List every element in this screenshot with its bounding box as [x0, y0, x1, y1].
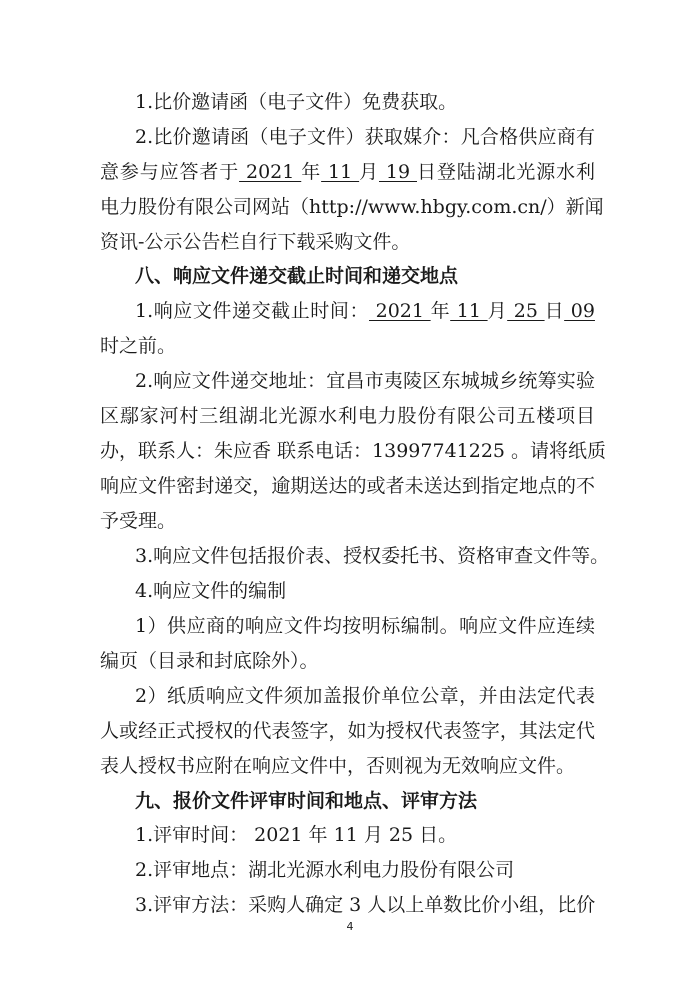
paragraph-line: 办，联系人：朱应香 联系电话：13997741225 。请将纸质 — [100, 440, 607, 462]
paragraph-line: 4.响应文件的编制 — [135, 580, 287, 602]
filled-year: 2021 — [369, 300, 431, 322]
paragraph-line — [135, 299, 595, 323]
filled-month: 11 — [450, 300, 488, 322]
section-heading-8: 八、响应文件递交截止时间和递交地点 — [135, 265, 459, 287]
paragraph-line: 1.评审时间： 2021 年 11 月 25 日。 — [135, 824, 458, 846]
text-fragment: 月 — [359, 161, 379, 183]
text-fragment: 日 — [544, 300, 565, 322]
text-fragment: 年 — [301, 161, 322, 183]
paragraph-line: 时之前。 — [100, 335, 177, 357]
paragraph-line: 2.响应文件递交地址：宜昌市夷陵区东城城乡统筹实验 — [135, 370, 595, 392]
paragraph-line: 表人授权书应附在响应文件中，否则视为无效响应文件。 — [100, 755, 576, 777]
filled-day: 25 — [507, 300, 545, 322]
paragraph-line: 区鄢家河村三组湖北光源水利电力股份有限公司五楼项目 — [100, 405, 595, 427]
section-heading-9: 九、报价文件评审时间和地点、评审方法 — [135, 790, 478, 812]
filled-year: 2021 — [239, 161, 302, 183]
paragraph-line: 予受理。 — [100, 510, 177, 532]
paragraph-line: 人或经正式授权的代表签字，如为授权代表签字，其法定代 — [100, 720, 595, 742]
filled-month: 11 — [321, 161, 360, 183]
paragraph-line: 2.评审地点：湖北光源水利电力股份有限公司 — [135, 859, 515, 881]
text-fragment: 年 — [430, 300, 451, 322]
paragraph-line: 1）供应商的响应文件均按明标编制。响应文件应连续 — [135, 615, 595, 637]
paragraph-line: 3.响应文件包括报价表、授权委托书、资格审查文件等。 — [135, 545, 610, 567]
filled-hour: 09 — [564, 300, 595, 322]
paragraph-line: 3.评审方法：采购人确定 3 人以上单数比价小组，比价 — [135, 894, 596, 916]
paragraph-line: 2）纸质响应文件须加盖报价单位公章，并由法定代表 — [135, 685, 595, 707]
text-fragment: 月 — [487, 300, 508, 322]
paragraph-line: 响应文件密封递交，逾期送达的或者未送达到指定地点的不 — [100, 475, 595, 497]
filled-day: 19 — [379, 161, 417, 183]
text-fragment: 1.响应文件递交截止时间： — [135, 300, 370, 322]
paragraph-line: 1.比价邀请函（电子文件）免费获取。 — [135, 91, 458, 113]
text-fragment: 日登陆湖北光源水利 — [417, 161, 595, 183]
paragraph-line: 2.比价邀请函（电子文件）获取媒介：凡合格供应商有 — [135, 126, 595, 148]
text-fragment: 意参与应答者于 — [100, 161, 240, 183]
paragraph-line: 电力股份有限公司网站（http://www.hbgy.com.cn/）新闻 — [100, 196, 604, 218]
paragraph-line: 资讯-公示公告栏自行下载采购文件。 — [100, 231, 411, 253]
paragraph-line — [100, 160, 595, 184]
page-number: 4 — [346, 920, 354, 933]
paragraph-line: 编页（目录和封底除外）。 — [100, 650, 319, 672]
